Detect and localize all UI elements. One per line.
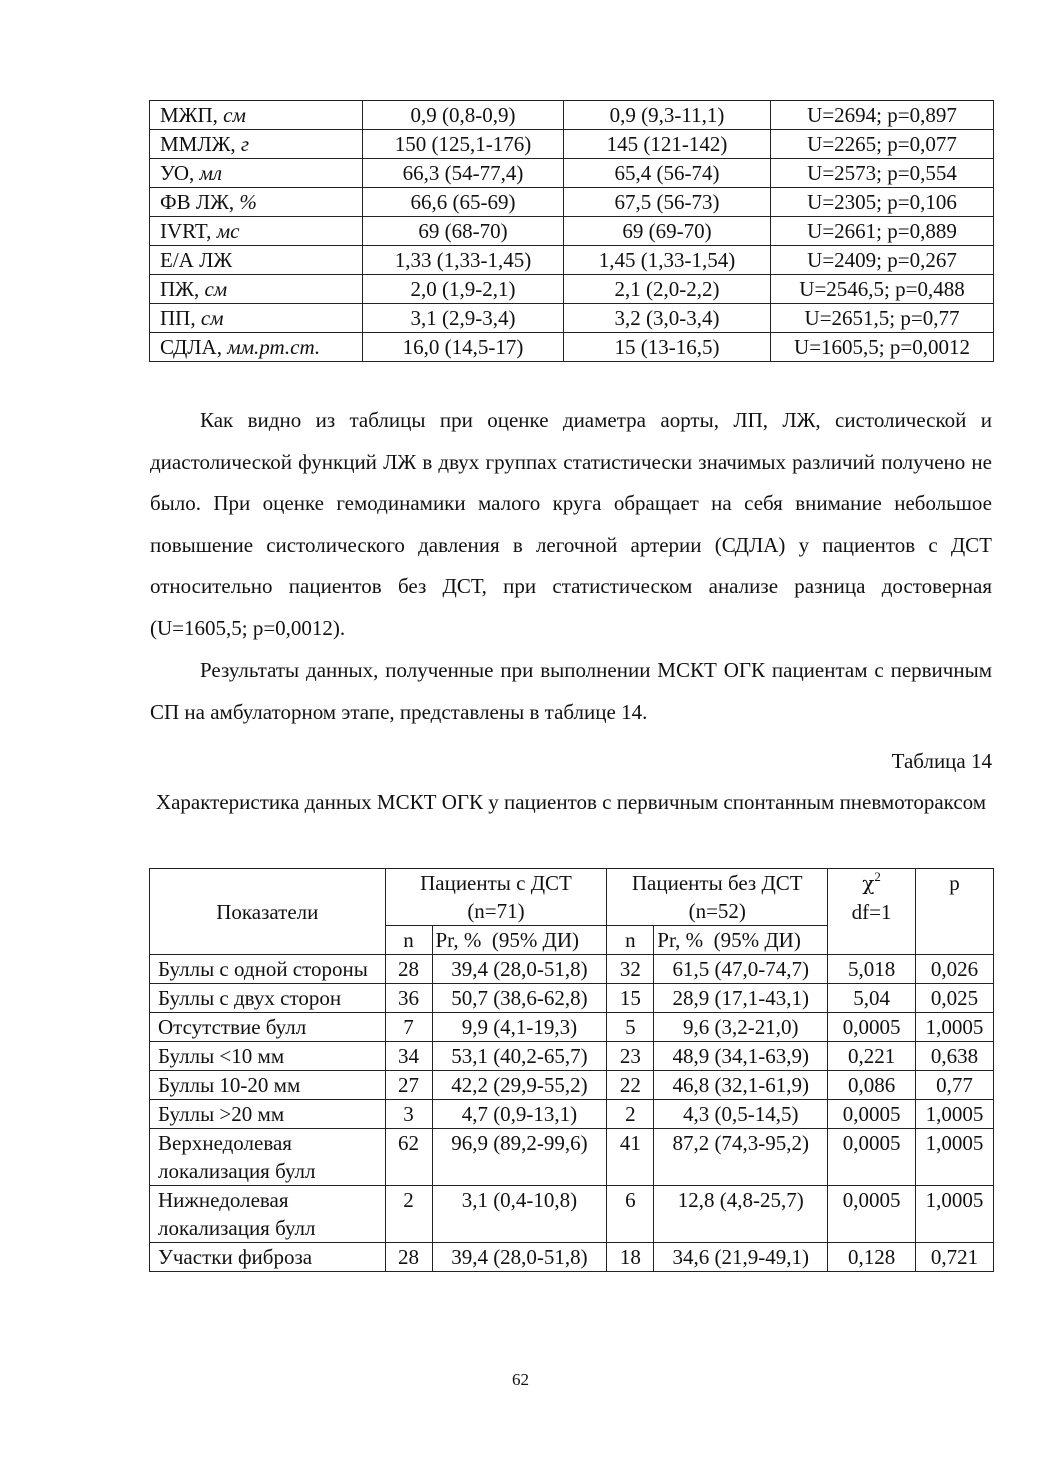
n-no-dst: 22 (607, 1071, 654, 1100)
stat-value: U=2694; p=0,897 (771, 101, 994, 130)
n-no-dst: 32 (607, 955, 654, 984)
echo-table (149, 100, 994, 362)
row-label: Участки фиброза (150, 1243, 386, 1272)
row-name: МЖП, (160, 103, 224, 127)
chi-value: 0,086 (828, 1071, 916, 1100)
row-label (150, 159, 363, 188)
pr-no-dst: 4,3 (0,5-14,5) (654, 1100, 828, 1129)
stat-value: U=2651,5; p=0,77 (771, 304, 994, 333)
header-df: df=1 (851, 900, 892, 924)
header-chi-square (828, 869, 916, 955)
value-group-1: 16,0 (14,5-17) (363, 333, 564, 362)
row-label (150, 304, 363, 333)
row-unit: мл (199, 161, 223, 185)
table-row (150, 1186, 994, 1243)
pr-dst: 50,7 (38,6-62,8) (432, 984, 607, 1013)
header-indicators: Показатели (150, 869, 386, 955)
row-name: ММЛЖ, (160, 132, 241, 156)
value-group-2: 69 (69-70) (564, 217, 771, 246)
header-n-no-dst: n (607, 926, 654, 955)
n-dst: 28 (385, 955, 432, 984)
value-group-1: 0,9 (0,8-0,9) (363, 101, 564, 130)
value-group-2: 67,5 (56-73) (564, 188, 771, 217)
p-value: 1,0005 (916, 1013, 994, 1042)
table-row (150, 130, 994, 159)
pr-no-dst: 87,2 (74,3-95,2) (654, 1129, 828, 1186)
n-no-dst: 6 (607, 1186, 654, 1243)
row-name: ПП, (160, 306, 201, 330)
n-dst: 7 (385, 1013, 432, 1042)
table-title: Характеристика данных МСКТ ОГК у пациентов с первичным спонтанным пневмотораксом (155, 790, 987, 814)
row-unit: см (223, 103, 246, 127)
value-group-1: 1,33 (1,33-1,45) (363, 246, 564, 275)
row-unit: % (239, 190, 257, 214)
table-row (150, 955, 994, 984)
table-row (150, 246, 994, 275)
msct-table (149, 868, 994, 1272)
p-value: 0,77 (916, 1071, 994, 1100)
row-name: IVRT, (160, 219, 217, 243)
n-dst: 28 (385, 1243, 432, 1272)
stat-value: U=2546,5; p=0,488 (771, 275, 994, 304)
value-group-2: 2,1 (2,0-2,2) (564, 275, 771, 304)
value-group-2: 1,45 (1,33-1,54) (564, 246, 771, 275)
stat-value: U=2305; p=0,106 (771, 188, 994, 217)
table-row (150, 1042, 994, 1071)
value-group-2: 145 (121-142) (564, 130, 771, 159)
pr-no-dst: 34,6 (21,9-49,1) (654, 1243, 828, 1272)
value-group-1: 69 (68-70) (363, 217, 564, 246)
table-row (150, 1100, 994, 1129)
row-unit: см (200, 306, 224, 330)
row-name: Е/А ЛЖ (160, 248, 233, 272)
chi-value: 5,04 (828, 984, 916, 1013)
value-group-2: 0,9 (9,3-11,1) (564, 101, 771, 130)
value-group-2: 15 (13-16,5) (564, 333, 771, 362)
table-row (150, 188, 994, 217)
table-row (150, 1129, 994, 1186)
row-unit: см (204, 277, 228, 301)
n-no-dst: 41 (607, 1129, 654, 1186)
table-row (150, 217, 994, 246)
row-unit: г (240, 132, 250, 156)
stat-value: U=1605,5; p=0,0012 (771, 333, 994, 362)
row-label: Нижнедолевая локализация булл (150, 1186, 386, 1243)
table-row (150, 159, 994, 188)
value-group-1: 150 (125,1-176) (363, 130, 564, 159)
row-label (150, 217, 363, 246)
table-row (150, 275, 994, 304)
row-unit: мм.рт.ст. (227, 335, 321, 359)
row-label (150, 246, 363, 275)
stat-value: U=2661; p=0,889 (771, 217, 994, 246)
pr-no-dst: 46,8 (32,1-61,9) (654, 1071, 828, 1100)
chi-value: 0,128 (828, 1243, 916, 1272)
value-group-1: 2,0 (1,9-2,1) (363, 275, 564, 304)
table-row (150, 333, 994, 362)
header-group-no-dst: Пациенты без ДСТ (n=52) (607, 869, 828, 926)
value-group-2: 3,2 (3,0-3,4) (564, 304, 771, 333)
pr-dst: 42,2 (29,9-55,2) (432, 1071, 607, 1100)
paragraph-1: Как видно из таблицы при оценке диаметра аорты, ЛП, ЛЖ, систолической и диастолической функций ЛЖ в двух группах статистически значимых различий получено не было. При оценке гемодинамики малого круга обращает на себя внимание небольшое повышение систолического давления в легочной артерии (СДЛА) у пациентов с ДСТ относительно пациентов без ДСТ, при статистическом анализе разница достоверная (U=1605,5; p=0,0012). (150, 408, 992, 640)
pr-dst: 4,7 (0,9-13,1) (432, 1100, 607, 1129)
pr-dst: 39,4 (28,0-51,8) (432, 955, 607, 984)
p-value: 0,721 (916, 1243, 994, 1272)
table-row (150, 1013, 994, 1042)
p-value: 0,638 (916, 1042, 994, 1071)
row-label (150, 333, 363, 362)
pr-no-dst: 9,6 (3,2-21,0) (654, 1013, 828, 1042)
p-value: 0,026 (916, 955, 994, 984)
table-row (150, 984, 994, 1013)
p-value: 1,0005 (916, 1129, 994, 1186)
header-group-dst: Пациенты с ДСТ (n=71) (385, 869, 607, 926)
p-value: 0,025 (916, 984, 994, 1013)
p-value: 1,0005 (916, 1186, 994, 1243)
pr-dst: 3,1 (0,4-10,8) (432, 1186, 607, 1243)
chi-value: 0,221 (828, 1042, 916, 1071)
row-label: Буллы >20 мм (150, 1100, 386, 1129)
row-unit: мс (216, 219, 240, 243)
p-value: 1,0005 (916, 1100, 994, 1129)
chi-value: 0,0005 (828, 1013, 916, 1042)
row-name: ПЖ, (160, 277, 205, 301)
stat-value: U=2265; p=0,077 (771, 130, 994, 159)
header-pr-dst: Pr, % (95% ДИ) (432, 926, 607, 955)
row-label: Буллы с двух сторон (150, 984, 386, 1013)
row-name: СДЛА, (160, 335, 228, 359)
row-label (150, 275, 363, 304)
header-n-dst: n (385, 926, 432, 955)
pr-no-dst: 12,8 (4,8-25,7) (654, 1186, 828, 1243)
n-no-dst: 23 (607, 1042, 654, 1071)
n-no-dst: 5 (607, 1013, 654, 1042)
header-pr-no-dst: Pr, % (95% ДИ) (654, 926, 828, 955)
row-label: Отсутствие булл (150, 1013, 386, 1042)
n-dst: 36 (385, 984, 432, 1013)
row-label (150, 188, 363, 217)
stat-value: U=2409; p=0,267 (771, 246, 994, 275)
paragraph-2: Результаты данных, полученные при выполнении МСКТ ОГК пациентам с первичным СП на амбулаторном этапе, представлены в таблице 14. (150, 658, 992, 724)
chi-symbol: χ (862, 871, 875, 895)
n-dst: 62 (385, 1129, 432, 1186)
row-label: Буллы 10-20 мм (150, 1071, 386, 1100)
n-no-dst: 15 (607, 984, 654, 1013)
header-p: p (916, 869, 994, 955)
value-group-1: 66,6 (65-69) (363, 188, 564, 217)
row-name: УО, (160, 161, 200, 185)
value-group-1: 66,3 (54-77,4) (363, 159, 564, 188)
table-row (150, 1071, 994, 1100)
n-dst: 3 (385, 1100, 432, 1129)
table-row (150, 1243, 994, 1272)
chi-value: 0,0005 (828, 1100, 916, 1129)
chi-value: 0,0005 (828, 1129, 916, 1186)
pr-no-dst: 28,9 (17,1-43,1) (654, 984, 828, 1013)
n-no-dst: 18 (607, 1243, 654, 1272)
row-label: Верхнедолевая локализация булл (150, 1129, 386, 1186)
n-dst: 34 (385, 1042, 432, 1071)
table-row (150, 101, 994, 130)
stat-value: U=2573; p=0,554 (771, 159, 994, 188)
n-dst: 27 (385, 1071, 432, 1100)
row-label: Буллы с одной стороны (150, 955, 386, 984)
page-number: 62 (512, 1370, 529, 1389)
row-label: Буллы <10 мм (150, 1042, 386, 1071)
table-caption: Таблица 14 (891, 749, 992, 773)
row-label (150, 101, 363, 130)
row-name: ФВ ЛЖ, (160, 190, 240, 214)
chi-value: 5,018 (828, 955, 916, 984)
pr-no-dst: 61,5 (47,0-74,7) (654, 955, 828, 984)
pr-dst: 53,1 (40,2-65,7) (432, 1042, 607, 1071)
n-no-dst: 2 (607, 1100, 654, 1129)
table-row (150, 304, 994, 333)
pr-no-dst: 48,9 (34,1-63,9) (654, 1042, 828, 1071)
row-label (150, 130, 363, 159)
pr-dst: 39,4 (28,0-51,8) (432, 1243, 607, 1272)
value-group-1: 3,1 (2,9-3,4) (363, 304, 564, 333)
chi-value: 0,0005 (828, 1186, 916, 1243)
pr-dst: 9,9 (4,1-19,3) (432, 1013, 607, 1042)
value-group-2: 65,4 (56-74) (564, 159, 771, 188)
chi-superscript: 2 (874, 869, 881, 884)
pr-dst: 96,9 (89,2-99,6) (432, 1129, 607, 1186)
n-dst: 2 (385, 1186, 432, 1243)
